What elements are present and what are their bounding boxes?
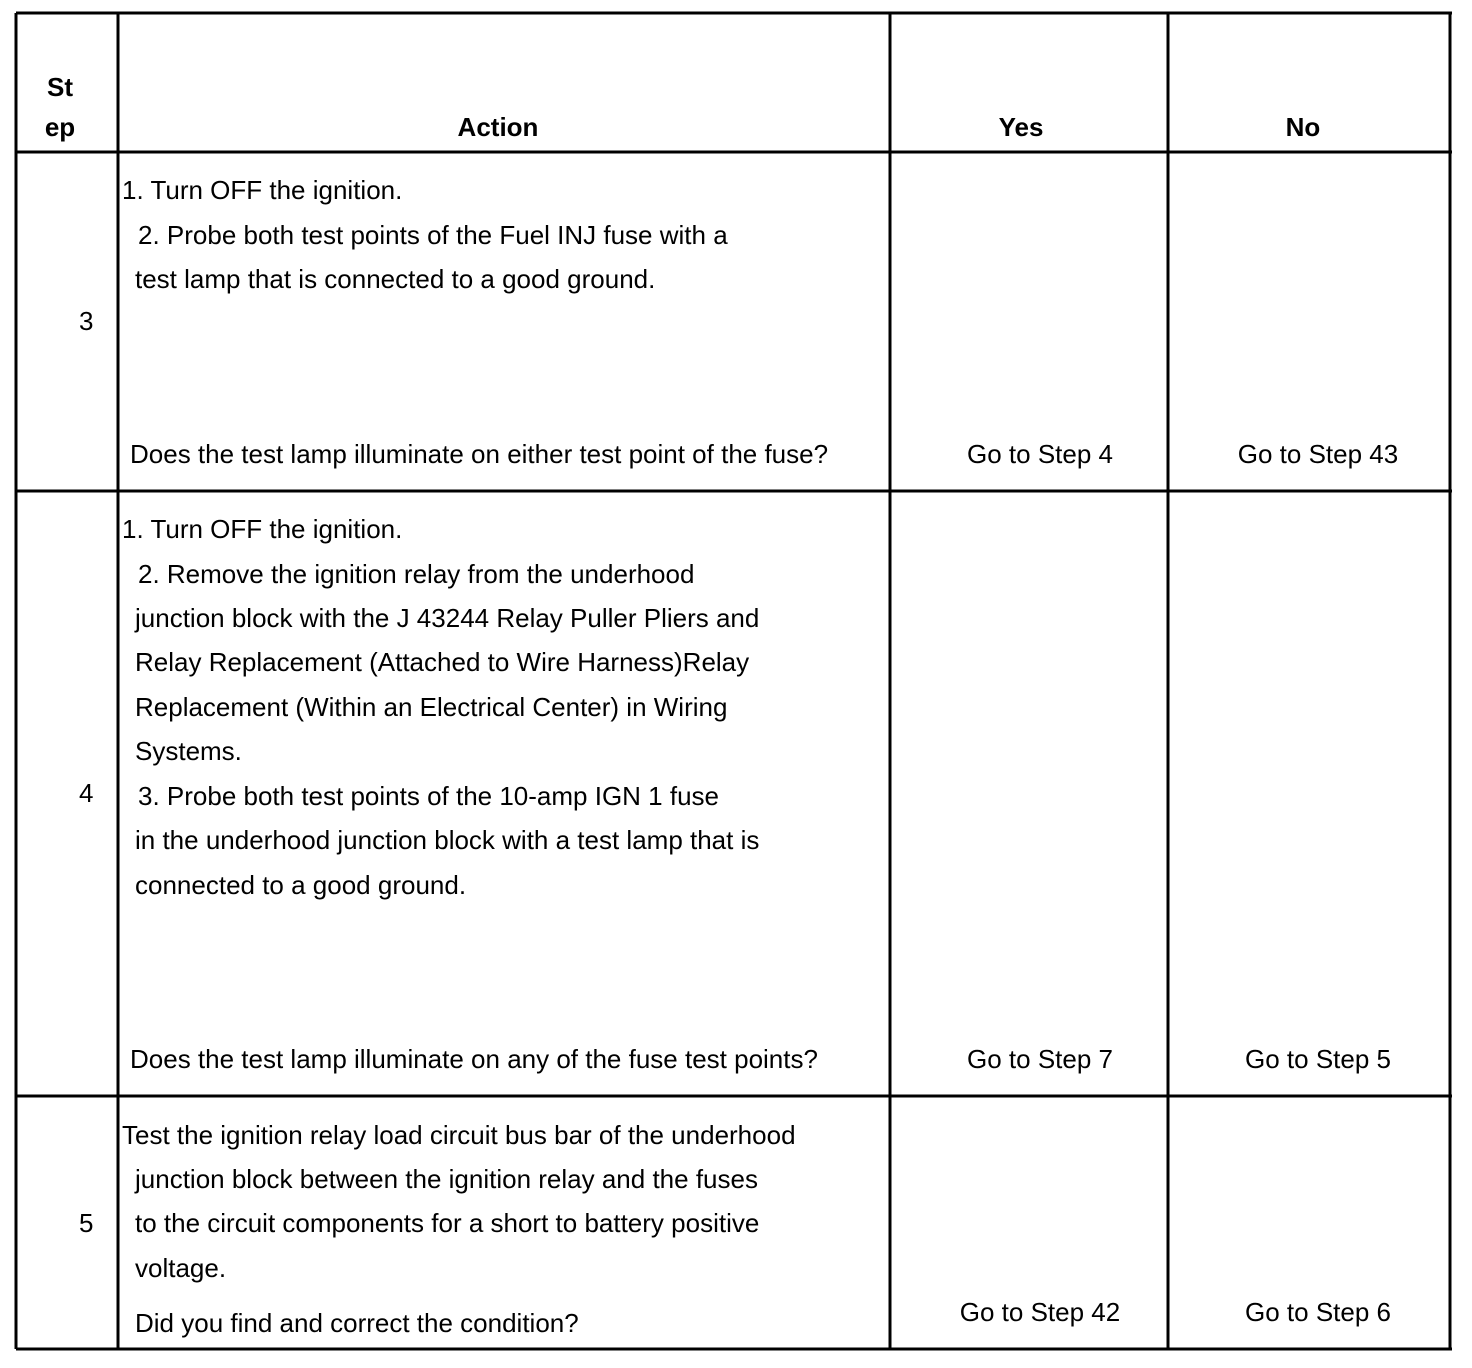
action-question: Does the test lamp illuminate on any of the fuse test points?: [130, 1044, 818, 1074]
yes-result: Go to Step 7: [967, 1044, 1113, 1074]
action-line: Systems.: [135, 736, 242, 766]
no-result: Go to Step 43: [1237, 439, 1399, 469]
action-line: to the circuit components for a short to battery positive: [135, 1208, 760, 1238]
action-line: junction block with the J 43244 Relay Puller Pliers and: [135, 603, 760, 633]
header-no: No: [1285, 112, 1321, 142]
no-result: Go to Step 5: [1245, 1044, 1391, 1074]
step-number: 3: [79, 306, 94, 336]
header-step-line1: St: [47, 72, 73, 102]
action-line: 2. Probe both test points of the Fuel INJ fuse with a: [138, 220, 728, 250]
no-result: Go to Step 6: [1245, 1297, 1391, 1327]
header-step-line2: ep: [44, 112, 76, 142]
step-number: 4: [79, 778, 94, 808]
action-line: Replacement (Within an Electrical Center) in Wiring: [135, 692, 728, 722]
action-line: in the underhood junction block with a test lamp that is: [135, 825, 760, 855]
action-line: 3. Probe both test points of the 10-amp IGN 1 fuse: [138, 781, 720, 811]
action-line: 2. Remove the ignition relay from the underhood: [138, 559, 695, 589]
action-line: test lamp that is connected to a good ground.: [135, 264, 656, 294]
action-line: Test the ignition relay load circuit bus bar of the underhood: [122, 1120, 796, 1150]
yes-result: Go to Step 4: [967, 439, 1113, 469]
action-line: junction block between the ignition relay and the fuses: [135, 1164, 758, 1194]
action-line: connected to a good ground.: [135, 870, 467, 900]
action-question: Does the test lamp illuminate on either test point of the fuse?: [130, 439, 829, 469]
yes-result: Go to Step 42: [959, 1297, 1121, 1327]
step-number: 5: [79, 1208, 94, 1238]
header-yes: Yes: [998, 112, 1044, 142]
action-line: voltage.: [135, 1253, 227, 1283]
action-line: 1. Turn OFF the ignition.: [122, 514, 403, 544]
header-action: Action: [457, 112, 539, 142]
action-line: 1. Turn OFF the ignition.: [122, 175, 403, 205]
action-line: Relay Replacement (Attached to Wire Harness)Relay: [135, 647, 750, 677]
action-question: Did you find and correct the condition?: [135, 1308, 579, 1338]
